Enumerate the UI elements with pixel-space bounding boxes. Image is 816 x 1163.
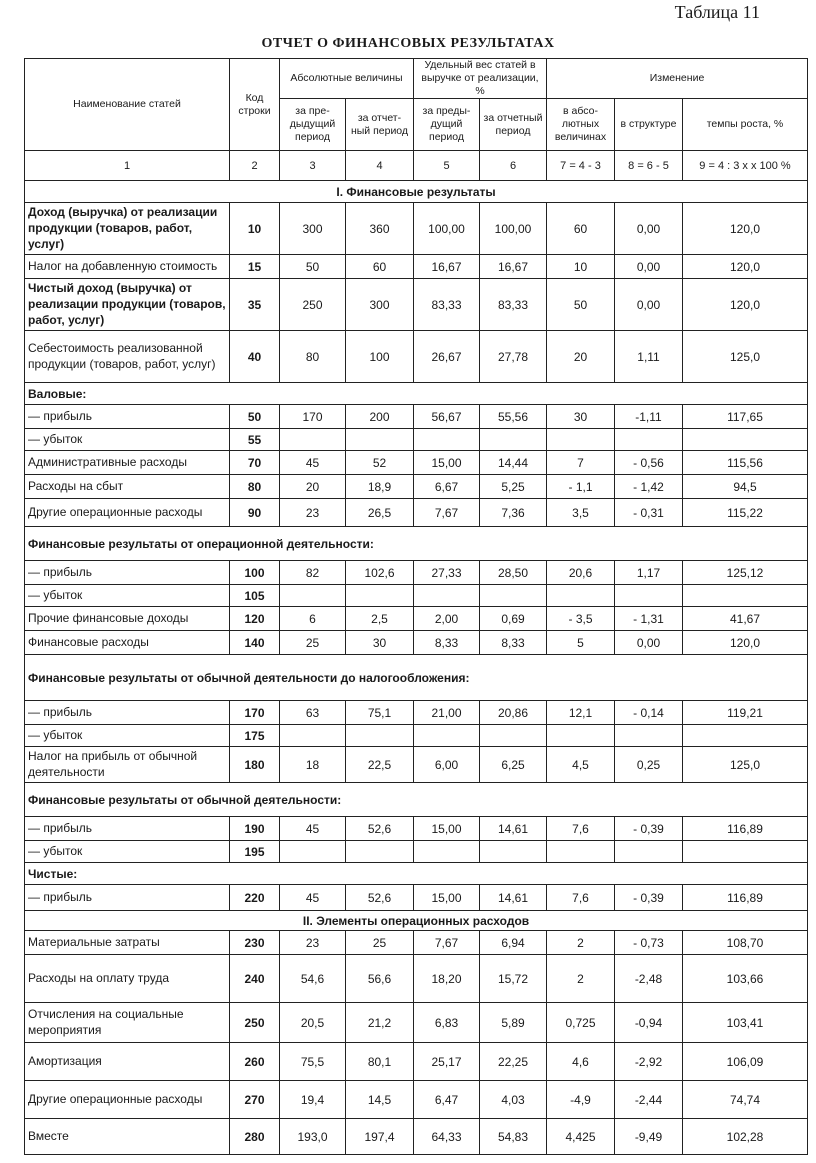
share-cur-cell: 83,33 [480,279,547,331]
row-code-cell: 220 [230,885,280,911]
growth-cell: 74,74 [683,1081,808,1119]
column-number-row [25,151,808,181]
struct-change-cell: - 1,31 [615,607,683,631]
cur-period-cell: 200 [346,405,414,429]
prev-period-cell: 82 [280,561,346,585]
share-cur-cell: 15,72 [480,955,547,1003]
table-row [25,331,808,383]
abs-change-cell: 30 [547,405,615,429]
abs-change-cell: 20,6 [547,561,615,585]
share-cur-cell [480,429,547,451]
struct-change-cell: -0,94 [615,1003,683,1043]
cur-period-cell: 100 [346,331,414,383]
col-number: 5 [414,151,480,181]
table-row [25,499,808,527]
struct-change-cell: 0,00 [615,203,683,255]
abs-change-cell: 2 [547,931,615,955]
abs-change-cell [547,585,615,607]
prev-period-cell: 45 [280,451,346,475]
row-code-cell: 10 [230,203,280,255]
share-prev-cell: 21,00 [414,701,480,725]
prev-period-cell: 6 [280,607,346,631]
abs-change-cell: 3,5 [547,499,615,527]
share-prev-cell: 64,33 [414,1119,480,1155]
row-code-cell: 175 [230,725,280,747]
cur-period-cell: 300 [346,279,414,331]
share-prev-cell: 16,67 [414,255,480,279]
abs-change-cell: 12,1 [547,701,615,725]
row-name-cell: Расходы на оплату труда [25,955,230,1003]
growth-cell: 120,0 [683,631,808,655]
header-prev-period: за пре-дыдущий период [280,99,346,151]
table-row [25,701,808,725]
cur-period-cell: 2,5 [346,607,414,631]
cur-period-cell: 102,6 [346,561,414,585]
header-absolute: Абсолютные величины [280,59,414,99]
cur-period-cell [346,725,414,747]
cur-period-cell: 21,2 [346,1003,414,1043]
row-name-cell: Материальные затраты [25,931,230,955]
share-prev-cell: 15,00 [414,885,480,911]
growth-cell: 125,0 [683,747,808,783]
cur-period-cell: 26,5 [346,499,414,527]
row-name-cell: Доход (выручка) от реализации продукции (товаров, работ, услуг) [25,203,230,255]
table-row [25,1003,808,1043]
struct-change-cell: 1,11 [615,331,683,383]
cur-period-cell: 360 [346,203,414,255]
struct-change-cell: 0,25 [615,747,683,783]
row-code-cell: 170 [230,701,280,725]
header-struct-change: в структуре [615,99,683,151]
row-name-cell: — убыток [25,585,230,607]
table-row [25,203,808,255]
table-number-label: Таблица 11 [674,2,760,22]
row-code-cell: 35 [230,279,280,331]
struct-change-cell [615,429,683,451]
share-cur-cell: 14,44 [480,451,547,475]
cur-period-cell: 14,5 [346,1081,414,1119]
share-prev-cell [414,429,480,451]
share-cur-cell: 6,94 [480,931,547,955]
growth-cell: 120,0 [683,203,808,255]
share-cur-cell [480,725,547,747]
row-code-cell: 190 [230,817,280,841]
abs-change-cell [547,841,615,863]
struct-change-cell: 0,00 [615,631,683,655]
table-row [25,1119,808,1155]
row-code-cell: 50 [230,405,280,429]
share-cur-cell: 6,25 [480,747,547,783]
growth-cell: 103,66 [683,955,808,1003]
row-code-cell: 140 [230,631,280,655]
growth-cell: 106,09 [683,1043,808,1081]
growth-cell: 115,22 [683,499,808,527]
row-name-cell: Чистый доход (выручка) от реализации продукции (товаров, работ, услуг) [25,279,230,331]
prev-period-cell: 80 [280,331,346,383]
row-name-cell: Другие операционные расходы [25,499,230,527]
section-heading: I. Финансовые результаты [25,181,808,203]
growth-cell: 115,56 [683,451,808,475]
growth-cell [683,841,808,863]
share-prev-cell: 15,00 [414,817,480,841]
prev-period-cell: 45 [280,817,346,841]
share-cur-cell: 27,78 [480,331,547,383]
row-name-cell: Налог на прибыль от обычной деятельности [25,747,230,783]
document-title: ОТЧЕТ О ФИНАНСОВЫХ РЕЗУЛЬТАТАХ [261,36,555,51]
prev-period-cell: 250 [280,279,346,331]
share-cur-cell [480,841,547,863]
table-row [25,451,808,475]
abs-change-cell [547,725,615,747]
share-cur-cell: 8,33 [480,631,547,655]
prev-period-cell: 23 [280,931,346,955]
header-share-prev: за преды-дущий период [414,99,480,151]
share-cur-cell: 14,61 [480,885,547,911]
prev-period-cell [280,429,346,451]
abs-change-cell [547,429,615,451]
prev-period-cell: 300 [280,203,346,255]
struct-change-cell: -2,44 [615,1081,683,1119]
struct-change-cell: - 0,39 [615,885,683,911]
abs-change-cell: 4,425 [547,1119,615,1155]
cur-period-cell: 60 [346,255,414,279]
share-cur-cell: 55,56 [480,405,547,429]
cur-period-cell: 52 [346,451,414,475]
share-prev-cell: 26,67 [414,331,480,383]
growth-cell: 116,89 [683,885,808,911]
share-prev-cell: 6,00 [414,747,480,783]
group-heading: Валовые: [25,383,808,405]
share-prev-cell: 83,33 [414,279,480,331]
table-row [25,607,808,631]
growth-cell: 117,65 [683,405,808,429]
growth-cell: 102,28 [683,1119,808,1155]
cur-period-cell [346,585,414,607]
prev-period-cell [280,725,346,747]
cur-period-cell: 80,1 [346,1043,414,1081]
row-name-cell: Административные расходы [25,451,230,475]
abs-change-cell: - 3,5 [547,607,615,631]
table-row [25,279,808,331]
growth-cell: 116,89 [683,817,808,841]
prev-period-cell: 45 [280,885,346,911]
prev-period-cell: 75,5 [280,1043,346,1081]
struct-change-cell: - 0,14 [615,701,683,725]
prev-period-cell: 193,0 [280,1119,346,1155]
cur-period-cell: 197,4 [346,1119,414,1155]
growth-cell: 108,70 [683,931,808,955]
growth-cell: 119,21 [683,701,808,725]
group-heading: Финансовые результаты от операционной деятельности: [25,527,808,561]
share-prev-cell [414,841,480,863]
share-prev-cell: 7,67 [414,931,480,955]
struct-change-cell [615,585,683,607]
prev-period-cell [280,585,346,607]
share-cur-cell [480,585,547,607]
row-name-cell: Вместе [25,1119,230,1155]
share-cur-cell: 4,03 [480,1081,547,1119]
struct-change-cell: 0,00 [615,279,683,331]
share-prev-cell: 2,00 [414,607,480,631]
row-code-cell: 250 [230,1003,280,1043]
table-row [25,429,808,451]
col-number: 7 = 4 - 3 [547,151,615,181]
row-code-cell: 120 [230,607,280,631]
share-prev-cell: 6,47 [414,1081,480,1119]
header-abs-change: в абсо-лютных величинах [547,99,615,151]
row-name-cell: — убыток [25,429,230,451]
row-name-cell: — прибыль [25,561,230,585]
growth-cell: 120,0 [683,255,808,279]
struct-change-cell [615,841,683,863]
growth-cell [683,429,808,451]
col-number: 8 = 6 - 5 [615,151,683,181]
table-row [25,585,808,607]
cur-period-cell [346,841,414,863]
cur-period-cell: 18,9 [346,475,414,499]
header-code: Код строки [230,59,280,151]
share-prev-cell: 25,17 [414,1043,480,1081]
share-cur-cell: 54,83 [480,1119,547,1155]
growth-cell: 41,67 [683,607,808,631]
prev-period-cell [280,841,346,863]
struct-change-cell [615,725,683,747]
row-name-cell: Расходы на сбыт [25,475,230,499]
col-number: 3 [280,151,346,181]
table-row [25,885,808,911]
struct-change-cell: -2,48 [615,955,683,1003]
abs-change-cell: - 1,1 [547,475,615,499]
row-code-cell: 55 [230,429,280,451]
abs-change-cell: 60 [547,203,615,255]
row-name-cell: — убыток [25,841,230,863]
share-cur-cell: 16,67 [480,255,547,279]
col-number: 4 [346,151,414,181]
table-row [25,631,808,655]
row-name-cell: Прочие финансовые доходы [25,607,230,631]
cur-period-cell: 22,5 [346,747,414,783]
table-row [25,405,808,429]
struct-change-cell: - 0,56 [615,451,683,475]
abs-change-cell: 7 [547,451,615,475]
abs-change-cell: 7,6 [547,885,615,911]
prev-period-cell: 25 [280,631,346,655]
abs-change-cell: -4,9 [547,1081,615,1119]
share-prev-cell [414,725,480,747]
group-heading: Финансовые результаты от обычной деятельности: [25,783,808,817]
prev-period-cell: 23 [280,499,346,527]
abs-change-cell: 5 [547,631,615,655]
cur-period-cell: 52,6 [346,885,414,911]
row-code-cell: 180 [230,747,280,783]
share-prev-cell: 100,00 [414,203,480,255]
share-cur-cell: 22,25 [480,1043,547,1081]
row-code-cell: 40 [230,331,280,383]
growth-cell: 125,0 [683,331,808,383]
abs-change-cell: 7,6 [547,817,615,841]
share-prev-cell: 6,83 [414,1003,480,1043]
row-code-cell: 15 [230,255,280,279]
row-name-cell: — прибыль [25,405,230,429]
cur-period-cell [346,429,414,451]
col-number: 6 [480,151,547,181]
struct-change-cell: -1,11 [615,405,683,429]
struct-change-cell: - 0,39 [615,817,683,841]
abs-change-cell: 20 [547,331,615,383]
share-cur-cell: 5,89 [480,1003,547,1043]
share-prev-cell: 6,67 [414,475,480,499]
row-code-cell: 195 [230,841,280,863]
prev-period-cell: 50 [280,255,346,279]
growth-cell [683,585,808,607]
prev-period-cell: 20,5 [280,1003,346,1043]
table-row [25,255,808,279]
row-name-cell: Финансовые расходы [25,631,230,655]
row-name-cell: Другие операционные расходы [25,1081,230,1119]
abs-change-cell: 4,6 [547,1043,615,1081]
prev-period-cell: 19,4 [280,1081,346,1119]
prev-period-cell: 170 [280,405,346,429]
group-heading: Чистые: [25,863,808,885]
share-cur-cell: 28,50 [480,561,547,585]
share-cur-cell: 7,36 [480,499,547,527]
growth-cell: 94,5 [683,475,808,499]
struct-change-cell: - 0,31 [615,499,683,527]
row-name-cell: Налог на добавленную стоимость [25,255,230,279]
row-code-cell: 260 [230,1043,280,1081]
prev-period-cell: 20 [280,475,346,499]
share-cur-cell: 20,86 [480,701,547,725]
struct-change-cell: -2,92 [615,1043,683,1081]
share-cur-cell: 14,61 [480,817,547,841]
cur-period-cell: 30 [346,631,414,655]
struct-change-cell: 0,00 [615,255,683,279]
row-name-cell: Амортизация [25,1043,230,1081]
prev-period-cell: 18 [280,747,346,783]
header-cur-period: за отчет-ный период [346,99,414,151]
table-row [25,931,808,955]
cur-period-cell: 25 [346,931,414,955]
row-code-cell: 70 [230,451,280,475]
table-row [25,955,808,1003]
row-code-cell: 230 [230,931,280,955]
header-growth: темпы роста, % [683,99,808,151]
growth-cell: 103,41 [683,1003,808,1043]
financial-results-table [24,58,808,1155]
financial-results-table-wrapper [24,58,807,1155]
header-change: Изменение [547,59,808,99]
growth-cell: 120,0 [683,279,808,331]
abs-change-cell: 50 [547,279,615,331]
row-name-cell: — прибыль [25,817,230,841]
share-cur-cell: 100,00 [480,203,547,255]
table-row [25,747,808,783]
share-prev-cell: 56,67 [414,405,480,429]
group-heading: Финансовые результаты от обычной деятельности до налогообложения: [25,655,808,701]
header-share: Удельный вес статей в выручке от реализации, % [414,59,547,99]
prev-period-cell: 63 [280,701,346,725]
row-code-cell: 105 [230,585,280,607]
row-name-cell: Себестоимость реализованной продукции (товаров, работ, услуг) [25,331,230,383]
share-prev-cell: 7,67 [414,499,480,527]
table-row [25,841,808,863]
table-row [25,1081,808,1119]
row-code-cell: 90 [230,499,280,527]
cur-period-cell: 52,6 [346,817,414,841]
table-row [25,725,808,747]
table-row [25,475,808,499]
share-cur-cell: 0,69 [480,607,547,631]
struct-change-cell: -9,49 [615,1119,683,1155]
share-cur-cell: 5,25 [480,475,547,499]
struct-change-cell: 1,17 [615,561,683,585]
row-name-cell: — прибыль [25,701,230,725]
abs-change-cell: 4,5 [547,747,615,783]
growth-cell [683,725,808,747]
abs-change-cell: 2 [547,955,615,1003]
col-number: 1 [25,151,230,181]
header-share-cur: за отчетный период [480,99,547,151]
section-heading: II. Элементы операционных расходов [25,911,808,931]
abs-change-cell: 0,725 [547,1003,615,1043]
table-row [25,1043,808,1081]
growth-cell: 125,12 [683,561,808,585]
cur-period-cell: 75,1 [346,701,414,725]
prev-period-cell: 54,6 [280,955,346,1003]
share-prev-cell: 27,33 [414,561,480,585]
table-row [25,817,808,841]
row-code-cell: 270 [230,1081,280,1119]
row-name-cell: — прибыль [25,885,230,911]
share-prev-cell [414,585,480,607]
struct-change-cell: - 1,42 [615,475,683,499]
col-number: 9 = 4 : 3 x x 100 % [683,151,808,181]
row-code-cell: 80 [230,475,280,499]
struct-change-cell: - 0,73 [615,931,683,955]
share-prev-cell: 8,33 [414,631,480,655]
share-prev-cell: 18,20 [414,955,480,1003]
row-code-cell: 100 [230,561,280,585]
row-code-cell: 240 [230,955,280,1003]
row-code-cell: 280 [230,1119,280,1155]
row-name-cell: — убыток [25,725,230,747]
col-number: 2 [230,151,280,181]
row-name-cell: Отчисления на социальные мероприятия [25,1003,230,1043]
cur-period-cell: 56,6 [346,955,414,1003]
abs-change-cell: 10 [547,255,615,279]
table-row [25,561,808,585]
header-name: Наименование статей [25,59,230,151]
share-prev-cell: 15,00 [414,451,480,475]
